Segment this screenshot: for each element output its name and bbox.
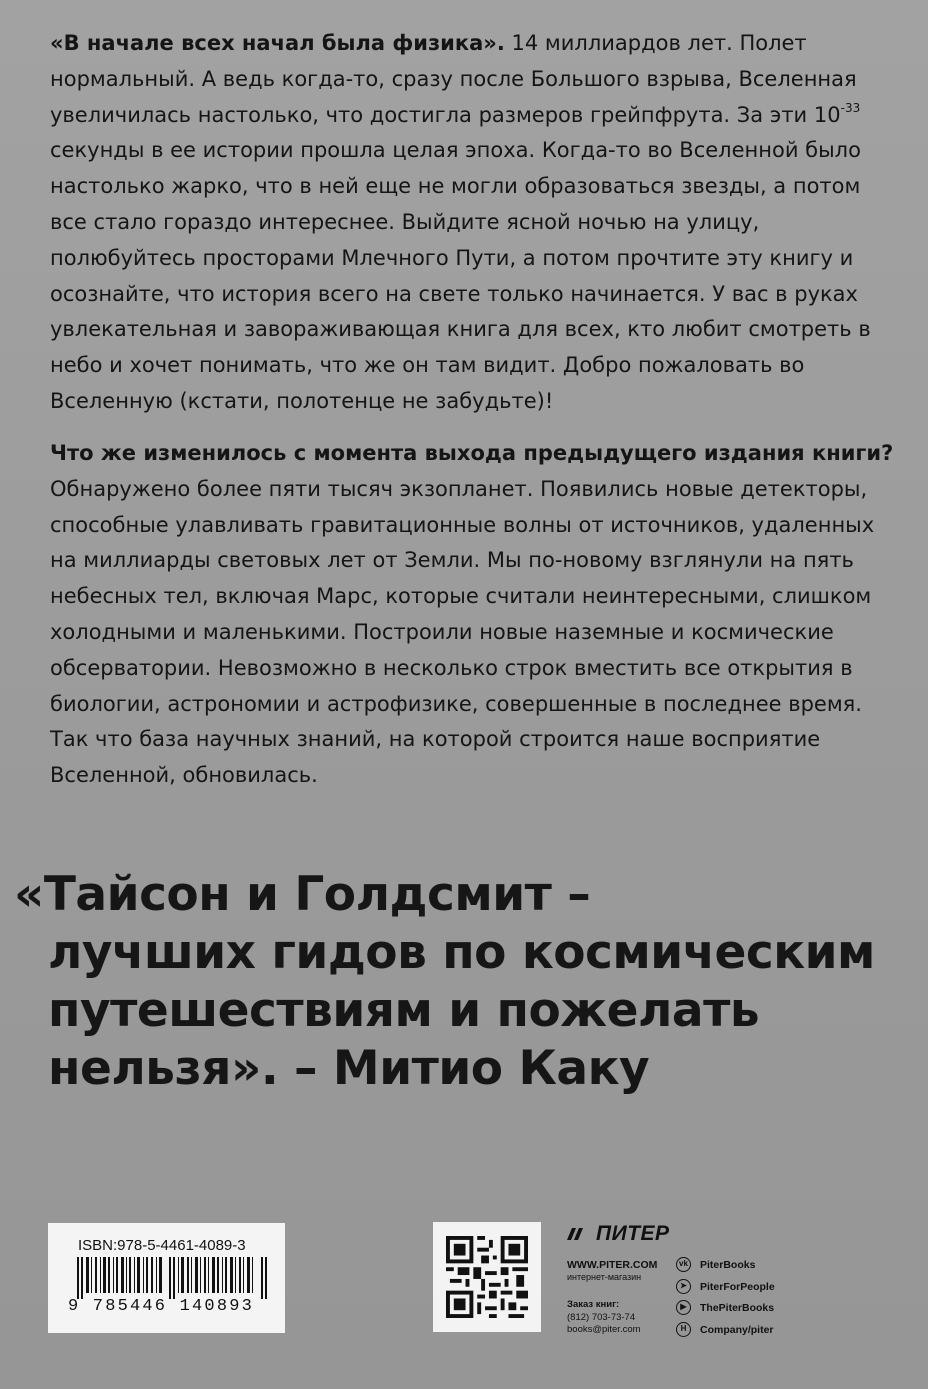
changes-text: Обнаружено более пяти тысяч экзопланет. Появились новые детекторы, способные улавливать гравитационные волны от источников, удаленных на миллиарды световых лет от Земли. Мы по-новому взглянули на пять небесных тел, включая Марс, которые считали неинтересными, слишком холодными и маленькими. Построили новые наземные и космические обсерватории. Невозможно в несколько строк вместить все открытия в биологии, астрономии и астрофизике, совершенные в последнее время. Так что база научных знаний, на которой строится наше восприятие Вселенной, обновилась. (50, 476, 875, 788)
changes-paragraph (50, 436, 900, 794)
social-label: ThePiterBooks (700, 1301, 775, 1314)
isbn-barcode (48, 1223, 285, 1333)
telegram-icon: ➤ (676, 1279, 691, 1294)
youtube-icon: ▶ (676, 1300, 691, 1315)
social-youtube[interactable] (676, 1300, 774, 1315)
social-telegram[interactable] (676, 1279, 775, 1294)
quote-line: нельзя». – Митио Каку (48, 1041, 650, 1096)
logo-stripes-icon (566, 1228, 592, 1240)
qr-code (433, 1222, 541, 1332)
publisher-logo (566, 1222, 670, 1246)
social-label: PiterForPeople (700, 1280, 775, 1293)
quote-line: путешествиям и пожелать (48, 983, 760, 1038)
question-heading: Что же изменилось с момента выхода предыдущего издания книги? (50, 441, 894, 465)
endorsement-quote (14, 866, 914, 1098)
vk-icon: vk (676, 1257, 691, 1272)
order-label: Заказ книг: (567, 1299, 620, 1310)
qr-code-pattern (446, 1236, 528, 1318)
publisher-logo-text: ПИТЕР (596, 1222, 670, 1245)
barcode-bars (77, 1257, 272, 1299)
website-caption: интернет-магазин (567, 1272, 642, 1282)
quote-line: лучших гидов по космическим (48, 925, 875, 980)
publisher-website[interactable]: WWW.PITER.COM (567, 1259, 658, 1271)
paragraph-text: 14 миллиардов лет. Полет нормальный. А ведь когда-то, сразу после Большого взрыва, Вселенная увеличилась настолько, что достигла размеров грейпфрута. За эти 10 (50, 31, 857, 127)
social-vk[interactable] (676, 1257, 755, 1272)
social-label: PiterBooks (700, 1258, 756, 1271)
quote-line: «Тайсон и Голдсмит – (14, 867, 591, 922)
habr-icon: H (676, 1322, 691, 1337)
order-phone: (812) 703-73-74 (567, 1312, 636, 1323)
exponent: -33 (840, 100, 861, 115)
social-habr[interactable] (676, 1322, 774, 1337)
barcode-digits: 9 785446 140893 (68, 1297, 255, 1316)
publisher-info (566, 1222, 796, 1337)
isbn-number: ISBN:978-5-4461-4089-3 (78, 1237, 246, 1254)
description-paragraph (50, 26, 900, 420)
social-label: Company/piter (700, 1323, 774, 1336)
lead-phrase: «В начале всех начал была физика». (50, 31, 505, 55)
paragraph-text-continued: секунды в ее истории прошла целая эпоха. Когда-то во Вселенной было настолько жарко, что в ней еще не могли образоваться звезды, а потом все стало гораздо интереснее. Выйдите ясной ночью на улицу, полюбуйтесь просторами Млечного Пути, а потом прочтите эту книгу и осознайте, что история всего на свете только начинается. У вас в руках увлекательная и завораживающая книга для всех, кто любит смотреть в небо и хочет понимать, что же он там видит. Добро пожаловать во Вселенную (кстати, полотенце не забудьте)! (50, 138, 871, 413)
order-email[interactable]: books@piter.com (567, 1324, 641, 1335)
